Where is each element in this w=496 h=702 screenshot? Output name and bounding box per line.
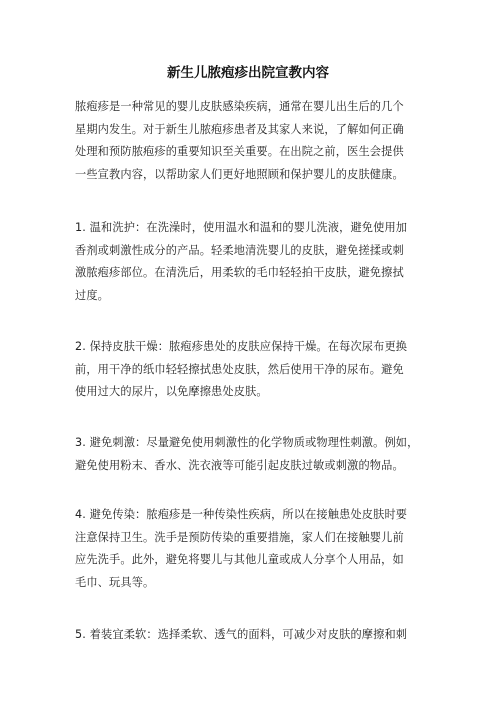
paragraph-line: 前，用干净的纸巾轻轻擦拭患处皮肤，然后使用干净的尿布。避免 [75, 362, 404, 376]
paragraph-line: 2. 保持皮肤干燥：脓疱疹患处的皮肤应保持干燥。在每次尿布更换 [75, 340, 408, 353]
paragraph-line: 4. 避免传染：脓疱疹是一种传染性疾病，所以在接触患处皮肤时要 [75, 508, 408, 521]
paragraph-line: 过度。 [75, 288, 110, 302]
paragraph-line: 激脓疱疹部位。在清洗后，用柔软的毛巾轻轻拍干皮肤，避免擦拭 [75, 266, 404, 280]
document-title: 新生儿脓疱疹出院宣教内容 [167, 65, 329, 81]
paragraph-line: 注意保持卫生。洗手是预防传染的重要措施，家人们在接触婴儿前 [75, 530, 404, 544]
list-item-1 [75, 217, 437, 307]
paragraph-line: 使用过大的尿片，以免摩擦患处皮肤。 [75, 385, 268, 399]
list-item-2 [75, 336, 437, 404]
list-item-3 [75, 432, 437, 477]
paragraph-line: 毛巾、玩具等。 [75, 575, 155, 589]
paragraph-line: 脓疱疹是一种常见的婴儿皮肤感染疾病，通常在婴儿出生后的几个 [75, 100, 404, 113]
list-item-5 [75, 624, 437, 647]
paragraph-line: 3. 避免刺激：尽量避免使用刺激性的化学物质或物理性刺激。例如， [75, 436, 419, 449]
paragraph-line: 避免使用粉末、香水、洗衣液等可能引起皮肤过敏或刺激的物品。 [75, 458, 404, 472]
paragraph-line: 处理和预防脓疱疹的重要知识至关重要。在出院之前，医生会提供 [75, 145, 404, 159]
list-item-4 [75, 504, 437, 594]
paragraph-line: 星期内发生。对于新生儿脓疱疹患者及其家人来说，了解如何正确 [75, 122, 404, 136]
paragraph-line: 5. 着装宜柔软：选择柔软、透气的面料，可减少对皮肤的摩擦和刺 [75, 628, 408, 641]
paragraph-line: 一些宣教内容，以帮助家人们更好地照顾和保护婴儿的皮肤健康。 [75, 167, 404, 181]
paragraph-line: 香剂或刺激性成分的产品。轻柔地清洗婴儿的皮肤，避免搓揉或刺 [75, 243, 404, 257]
intro-paragraph [75, 96, 437, 186]
paragraph-line: 1. 温和洗护：在洗澡时，使用温水和温和的婴儿洗液，避免使用加 [75, 221, 408, 234]
paragraph-line: 应先洗手。此外，避免将婴儿与其他儿童或成人分享个人用品，如 [75, 553, 404, 567]
